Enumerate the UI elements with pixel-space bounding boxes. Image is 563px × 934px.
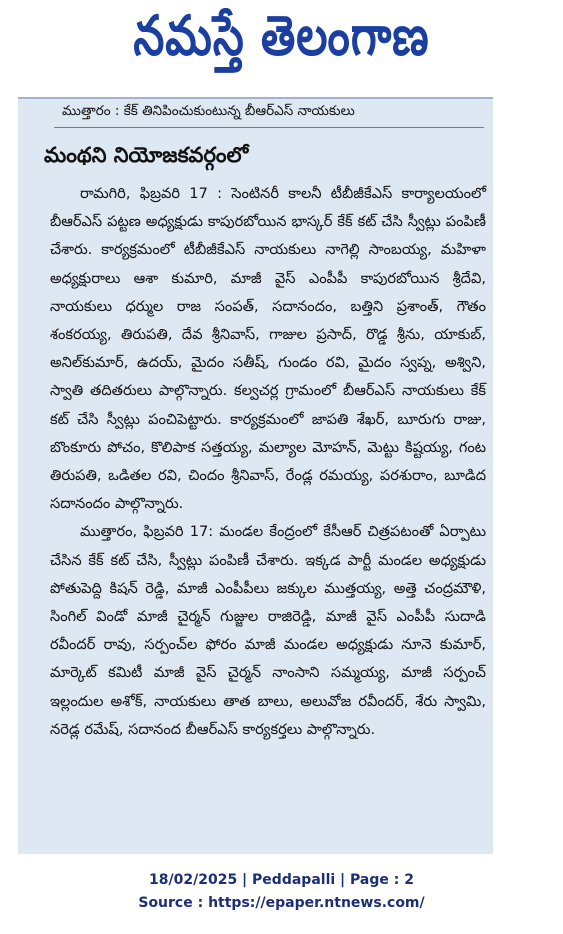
article-paragraph: రామగిరి, ఫిబ్రవరి 17 : సెంటినరీ కాలనీ టీబీజీకేఎస్ కార్యాలయంలో బీఆర్ఎస్ పట్టణ అధ్యక్షుడు కాపురబోయిన భాస్కర్ కేక్ కట్ చేసి స్వీట్లు పంపిణీ చేశారు. కార్యక్రమంలో టీబీజీకేఎస్ నాయకులు నాగెల్లి సాంబయ్య, మహిళా అధ్యక్షురాలు ఆశా కుమారి, మాజీ వైస్ ఎంపీపీ కాపురబోయిన శ్రీదేవి, నాయకులు ధర్ముల రాజ సంపత్, సదానందం, బత్తిని ప్రశాంత్, గౌతం శంకరయ్య, తిరుపతి, దేవ శ్రీనివాస్, గాజుల ప్రసాద్, రొడ్డ శ్రీను, యాకుబ్, అనిల్‌కుమార్, ఉదయ్, మైదం సతీష్, గుండం రవి, మైదం స్వప్న, అశ్విని, స్వాతి తదితరులు పాల్గొన్నారు. కల్వచర్ల గ్రామంలో బీఆర్ఎస్ నాయకులు కేక్ కట్ చేసి స్వీట్లు పంచిపెట్టారు. కార్యక్రమంలో జాపతి శేఖర్, బూరుగు రాజు, బొంకూరు పోచం, కొలిపాక సత్తయ్య, మల్యాల మోహన్, మెట్టు కిష్టయ్య, గంట తిరుపతి, ఒడితల రవి, చిందం శ్రీనివాస్, రేండ్ల రమయ్య, పరశురాం, బూడిద సదానందం పాల్గొన్నారు. [50, 185, 486, 513]
article-body [50, 180, 486, 744]
article-paragraph: ముత్తారం, ఫిబ్రవరి 17: మండల కేంద్రంలో కేసీఆర్ చిత్రపటంతో ఏర్పాటు చేసిన కేక్ కట్ చేసి, స్వీట్లు పంపిణీ చేశారు. ఇక్కడ పార్టీ మండల అధ్యక్షుడు పోతుపెద్ది కిషన్ రెడ్డి, మాజీ ఎంపీపీలు జక్కుల ముత్తయ్య, అత్తె చంద్రమౌళి, సింగిల్ విండో మాజీ చైర్మన్ గుజ్జుల రాజిరెడ్డి, మాజీ వైస్ ఎంపీపీ సుదాడి రవీందర్ రావు, సర్పంచ్‌ల ఫోరం మాజీ మండల అధ్యక్షుడు నూనె కుమార్, మార్కెట్ కమిటీ మాజీ వైస్ చైర్మన్ నాంసాని సమ్మయ్య, మాజీ సర్పంచ్ ఇల్లందుల అశోక్, నాయకులు తాత బాలు, అలువోజ రవీందర్, శేరు స్వామి, నరెడ్ల రమేష్, సదానంద బీఆర్ఎస్ కార్యకర్తలు పాల్గొన్నారు. [50, 523, 486, 738]
footer-source-link[interactable]: Source : https://epaper.ntnews.com/ [138, 895, 425, 911]
kicker-divider [54, 127, 484, 128]
masthead-title: నమస్తే తెలంగాణ [133, 4, 430, 68]
clipping-top-border [18, 97, 493, 99]
newspaper-masthead [0, 0, 563, 86]
article-clipping [18, 97, 493, 854]
photo-caption-kicker: ముత్తారం : కేక్ తినిపించుకుంటున్న బీఆర్ఎస్ నాయకులు [62, 103, 355, 119]
article-headline: మంథని నియోజకవర్గంలో [44, 143, 249, 167]
footer-date-edition-page: 18/02/2025 | Peddapalli | Page : 2 [149, 872, 414, 888]
